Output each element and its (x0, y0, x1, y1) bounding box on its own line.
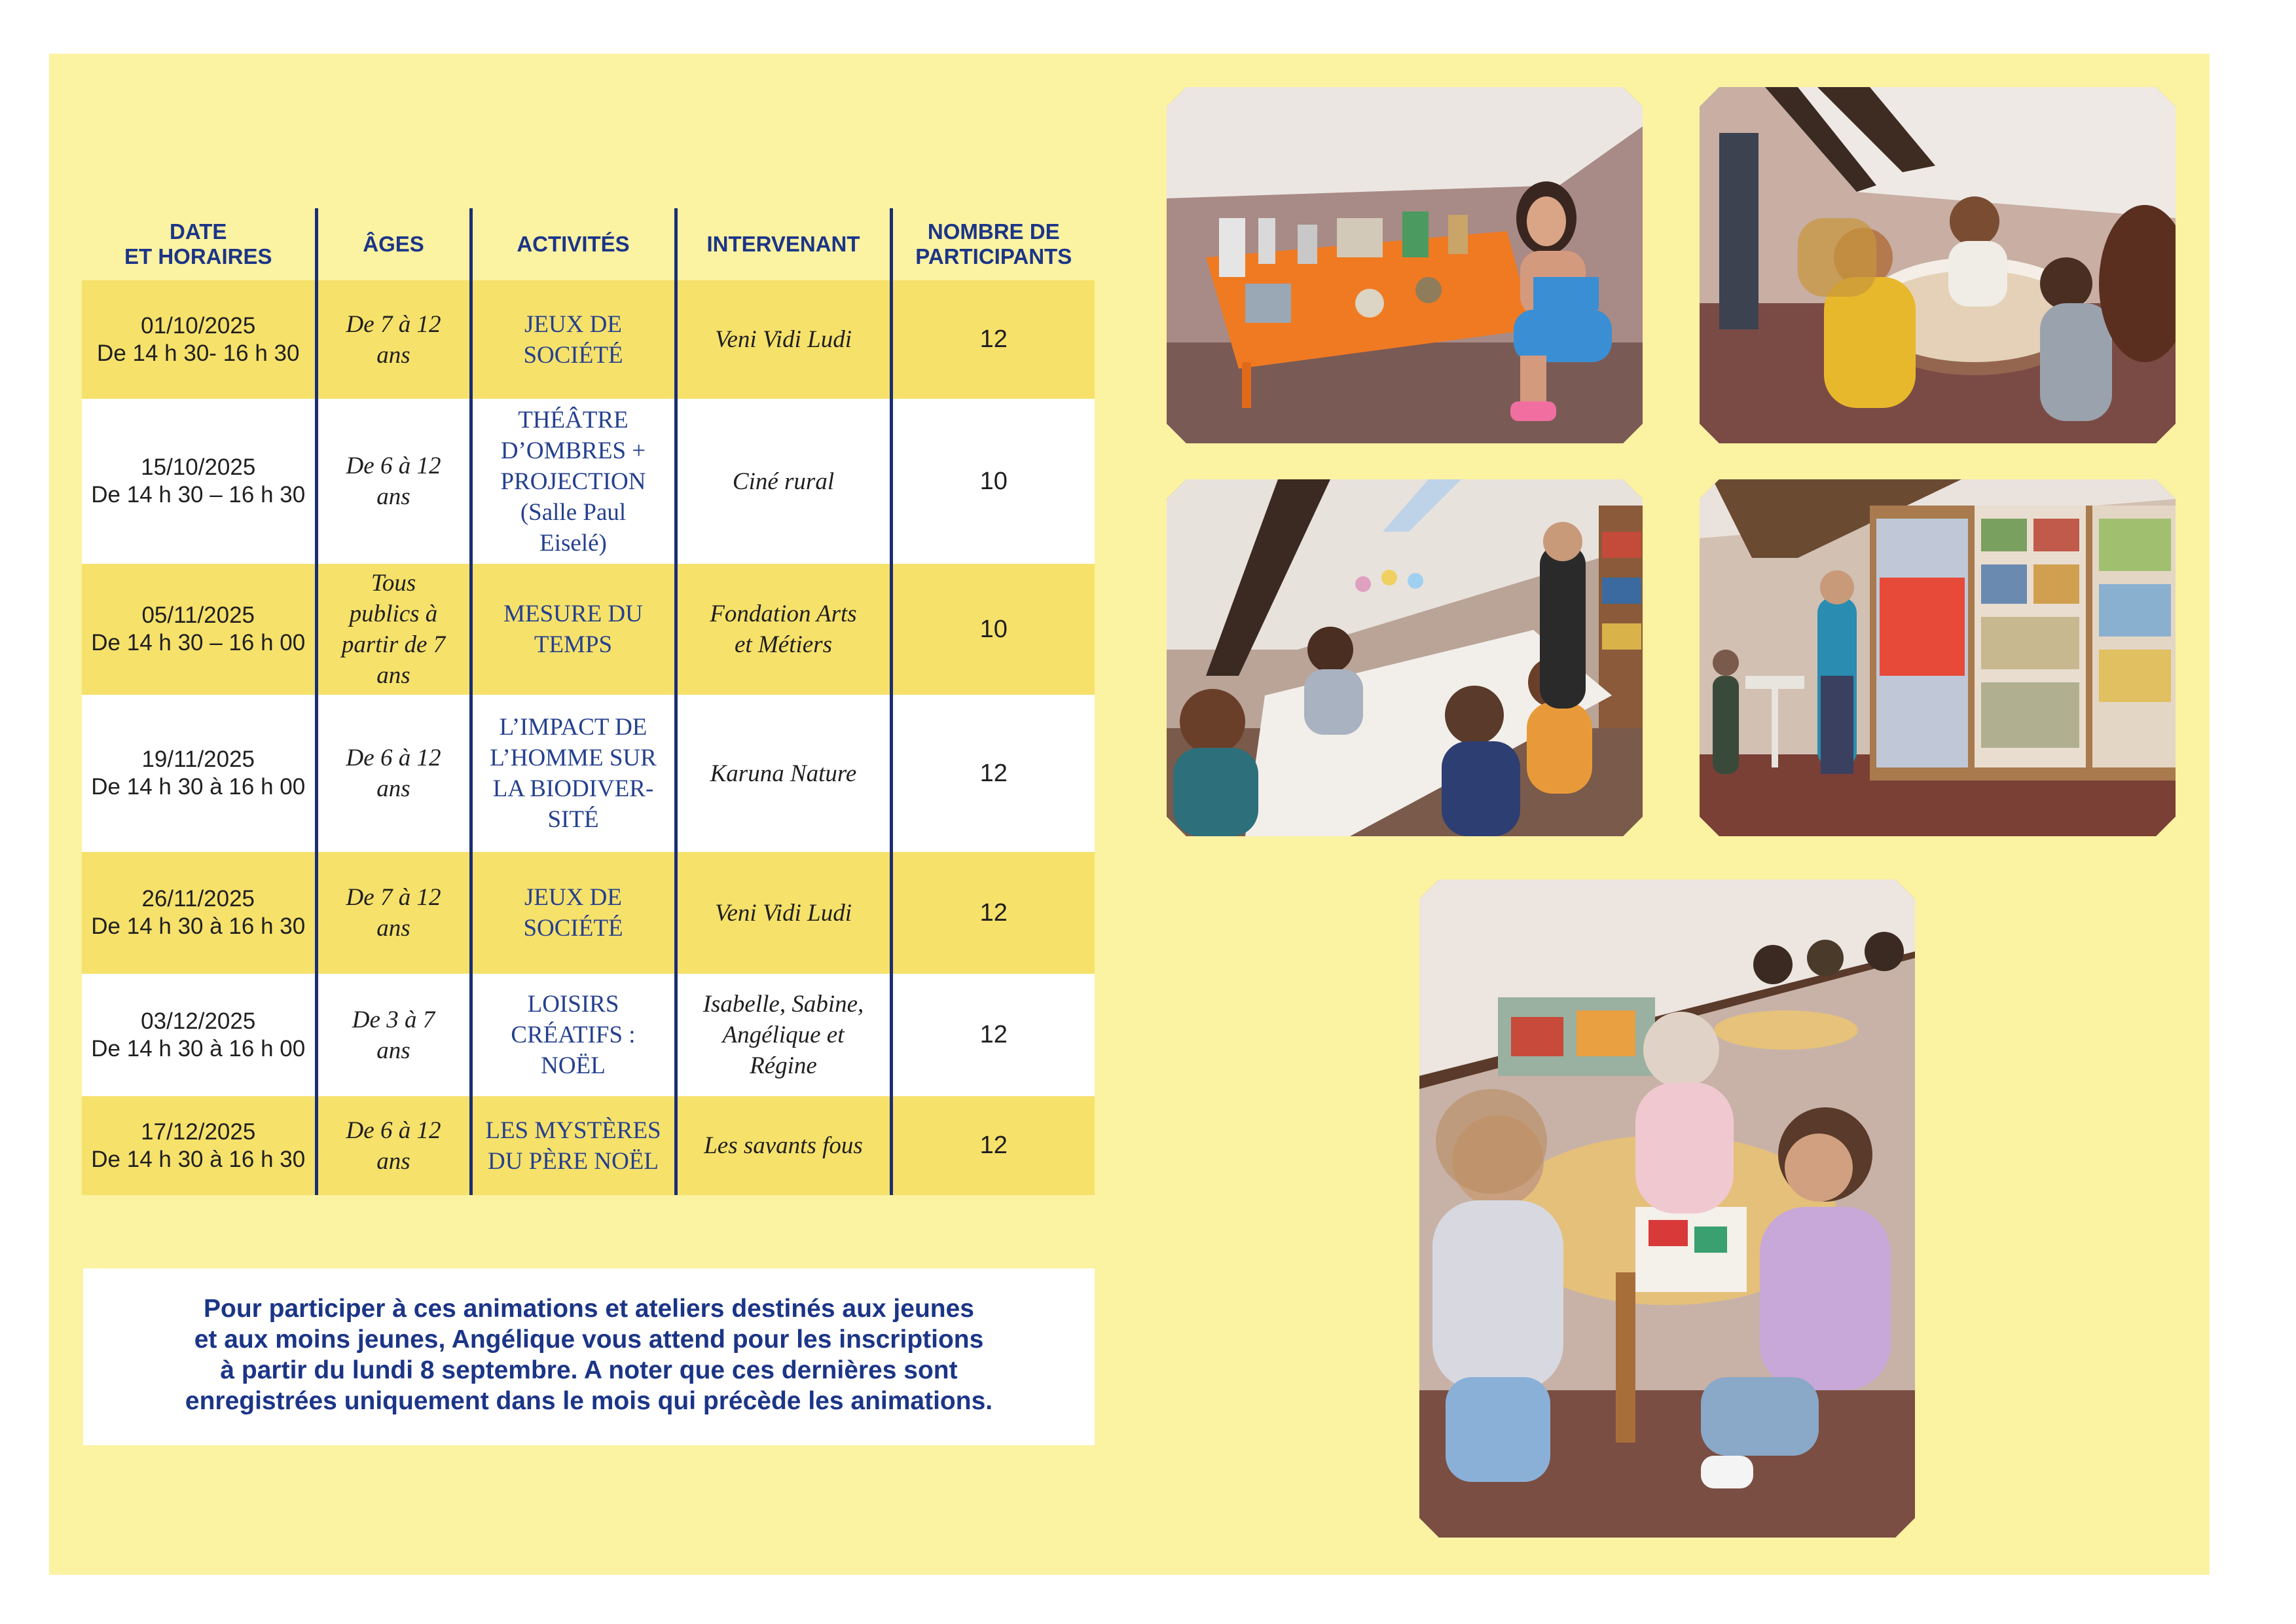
ages-cell: De 6 à 12 ans (316, 695, 471, 852)
activity-cell: LOISIRS CRÉATIFS : NOËL (471, 974, 676, 1096)
participants-cell: 10 (891, 564, 1095, 695)
table-row (82, 852, 1095, 974)
activity-cell: JEUX DE SOCIÉTÉ (471, 852, 676, 974)
activity-cell: MESURE DU TEMPS (471, 564, 676, 695)
table-row (82, 399, 1095, 564)
participants-cell: 10 (891, 399, 1095, 564)
intervenant-cell: Fondation Arts et Métiers (676, 564, 891, 695)
photo-library-exhibit (1700, 479, 2176, 836)
ages-cell: De 3 à 7 ans (316, 974, 471, 1096)
intervenant-cell: Ciné rural (676, 399, 891, 564)
header-activities: ACTIVITÉS (471, 208, 676, 280)
intervenant-cell: Veni Vidi Ludi (676, 852, 891, 974)
activity-cell: JEUX DE SOCIÉTÉ (471, 280, 676, 399)
header-intervenant: INTERVENANT (676, 208, 891, 280)
activity-cell: THÉÂTRE D’OMBRES + PROJECTION (Salle Paul Eiselé) (471, 399, 676, 564)
date-cell: 19/11/2025 De 14 h 30 à 16 h 00 (82, 695, 316, 852)
participants-cell: 12 (891, 280, 1095, 399)
activity-cell: L’IMPACT DE L’HOMME SUR LA BIODIVER- SITÉ (471, 695, 676, 852)
registration-info-box: Pour participer à ces animations et ateliers destinés aux jeunes et aux moins jeunes, Angélique vous attend pour les inscriptions à partir du lundi 8 septembre. A noter que ces dernières sont enregistrées uniquement dans le mois qui précède les animations. (83, 1268, 1095, 1445)
photo-long-table-workshop (1167, 479, 1643, 836)
table-row (82, 564, 1095, 695)
ages-cell: De 6 à 12 ans (316, 1096, 471, 1195)
table-row (82, 974, 1095, 1096)
table-row (82, 280, 1095, 399)
table-row (82, 1096, 1095, 1195)
photo-board-game-table (1700, 87, 2176, 443)
participants-cell: 12 (891, 852, 1095, 974)
photo-craft-table (1167, 87, 1643, 443)
ages-cell: De 7 à 12 ans (316, 280, 471, 399)
intervenant-cell: Veni Vidi Ludi (676, 280, 891, 399)
header-participants: NOMBRE DE PARTICIPANTS (891, 208, 1095, 280)
schedule-table (82, 208, 1095, 1195)
ages-cell: De 6 à 12 ans (316, 399, 471, 564)
date-cell: 05/11/2025 De 14 h 30 – 16 h 00 (82, 564, 316, 695)
table-row (82, 695, 1095, 852)
date-cell: 17/12/2025 De 14 h 30 à 16 h 30 (82, 1096, 316, 1195)
intervenant-cell: Les savants fous (676, 1096, 891, 1195)
participants-cell: 12 (891, 974, 1095, 1096)
activity-cell: LES MYSTÈRES DU PÈRE NOËL (471, 1096, 676, 1195)
date-cell: 03/12/2025 De 14 h 30 à 16 h 00 (82, 974, 316, 1096)
photo-girls-playing (1419, 879, 1915, 1538)
intervenant-cell: Karuna Nature (676, 695, 891, 852)
date-cell: 26/11/2025 De 14 h 30 à 16 h 30 (82, 852, 316, 974)
ages-cell: Tous publics à partir de 7 ans (316, 564, 471, 695)
header-ages: ÂGES (316, 208, 471, 280)
ages-cell: De 7 à 12 ans (316, 852, 471, 974)
header-date: DATE ET HORAIRES (124, 219, 272, 268)
date-cell: 15/10/2025 De 14 h 30 – 16 h 30 (82, 399, 316, 564)
intervenant-cell: Isabelle, Sabine, Angélique et Régine (676, 974, 891, 1096)
participants-cell: 12 (891, 695, 1095, 852)
table-header-row (82, 208, 1095, 280)
participants-cell: 12 (891, 1096, 1095, 1195)
date-cell: 01/10/2025 De 14 h 30- 16 h 30 (82, 280, 316, 399)
